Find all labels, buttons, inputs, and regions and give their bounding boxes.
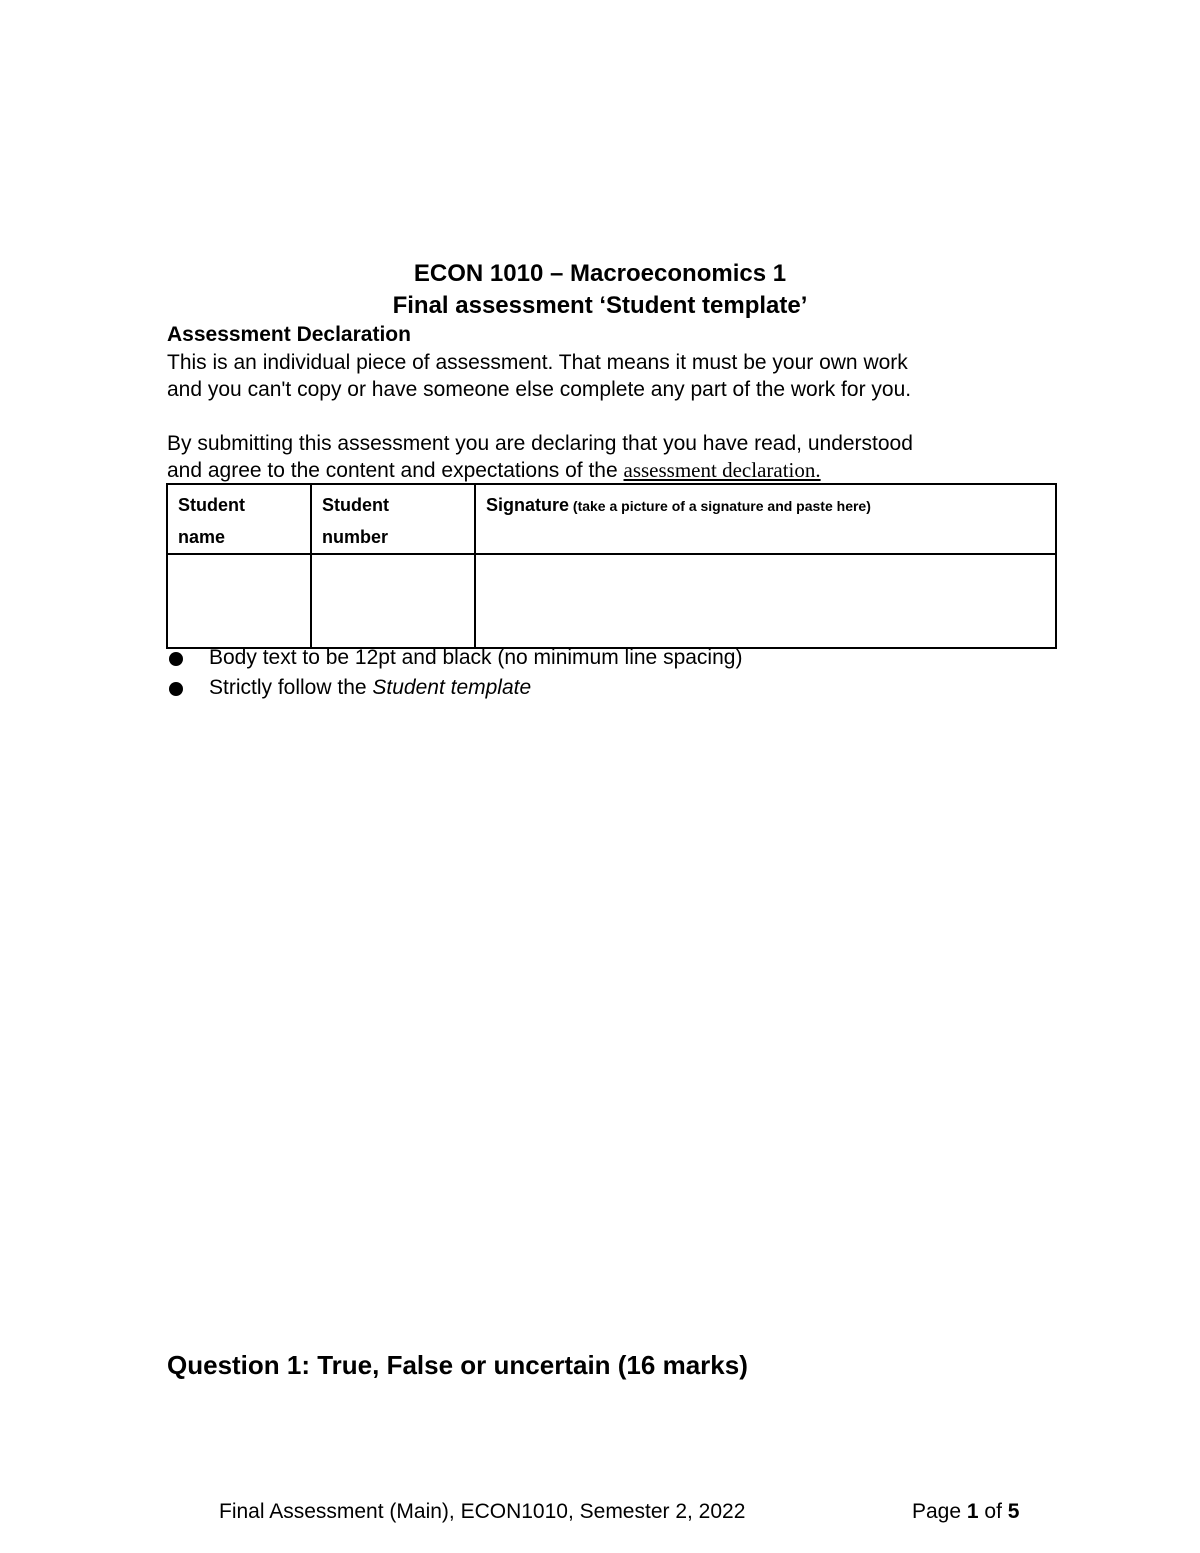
declaration-paragraph-2-line-2 [167, 457, 1047, 484]
bullet-icon [169, 652, 183, 666]
student-number-header-line-2: number [322, 527, 389, 547]
declaration-paragraph-1 [167, 349, 1047, 403]
declaration-paragraph-2-text: and agree to the content and expectations of the [167, 459, 624, 482]
student-name-header-line-1: Student [178, 495, 245, 515]
question-1-heading: Question 1: True, False or uncertain (16 marks) [167, 1350, 748, 1380]
student-name-header-line-2: name [178, 527, 226, 547]
declaration-paragraph-2 [167, 430, 1047, 484]
student-number-header-line-1: Student [322, 495, 389, 515]
student-name-cell[interactable] [167, 554, 311, 648]
page-label: Page [912, 1500, 967, 1523]
signature-header [475, 484, 1056, 554]
declaration-paragraph-2-line-1: By submitting this assessment you are declaring that you have read, understood [167, 432, 913, 455]
table-row [167, 554, 1056, 648]
signature-note: (take a picture of a signature and paste here) [569, 498, 871, 514]
assessment-declaration-link[interactable]: assessment declaration. [623, 458, 821, 482]
template-title: Final assessment ‘Student template’ [392, 292, 808, 319]
declaration-paragraph-1-line-1: This is an individual piece of assessment. That means it must be your own work [167, 351, 908, 374]
document-title [0, 258, 1200, 322]
page-current: 1 [966, 1500, 979, 1523]
table-header-row [167, 484, 1056, 554]
student-number-header [311, 484, 475, 554]
page-of: of [978, 1500, 1008, 1523]
page-total: 5 [1007, 1500, 1020, 1523]
instructions-list [167, 643, 742, 703]
instruction-body-text: Body text to be 12pt and black (no minimum line spacing) [209, 646, 743, 669]
signature-cell[interactable] [475, 554, 1056, 648]
instruction-template-italic: Student template [372, 676, 532, 699]
student-number-cell[interactable] [311, 554, 475, 648]
list-item [167, 643, 742, 673]
course-title: ECON 1010 – Macroeconomics 1 [413, 260, 787, 287]
instruction-template-prefix: Strictly follow the [209, 676, 373, 699]
list-item [167, 673, 742, 703]
bullet-icon [169, 682, 183, 696]
declaration-heading: Assessment Declaration [167, 323, 411, 346]
signature-label: Signature [486, 495, 570, 515]
footer-title: Final Assessment (Main), ECON1010, Semester 2, 2022 [219, 1500, 746, 1523]
student-details-table [166, 483, 1057, 649]
declaration-paragraph-1-line-2: and you can't copy or have someone else complete any part of the work for you. [167, 378, 912, 401]
page-number [912, 1498, 1019, 1526]
student-name-header [167, 484, 311, 554]
